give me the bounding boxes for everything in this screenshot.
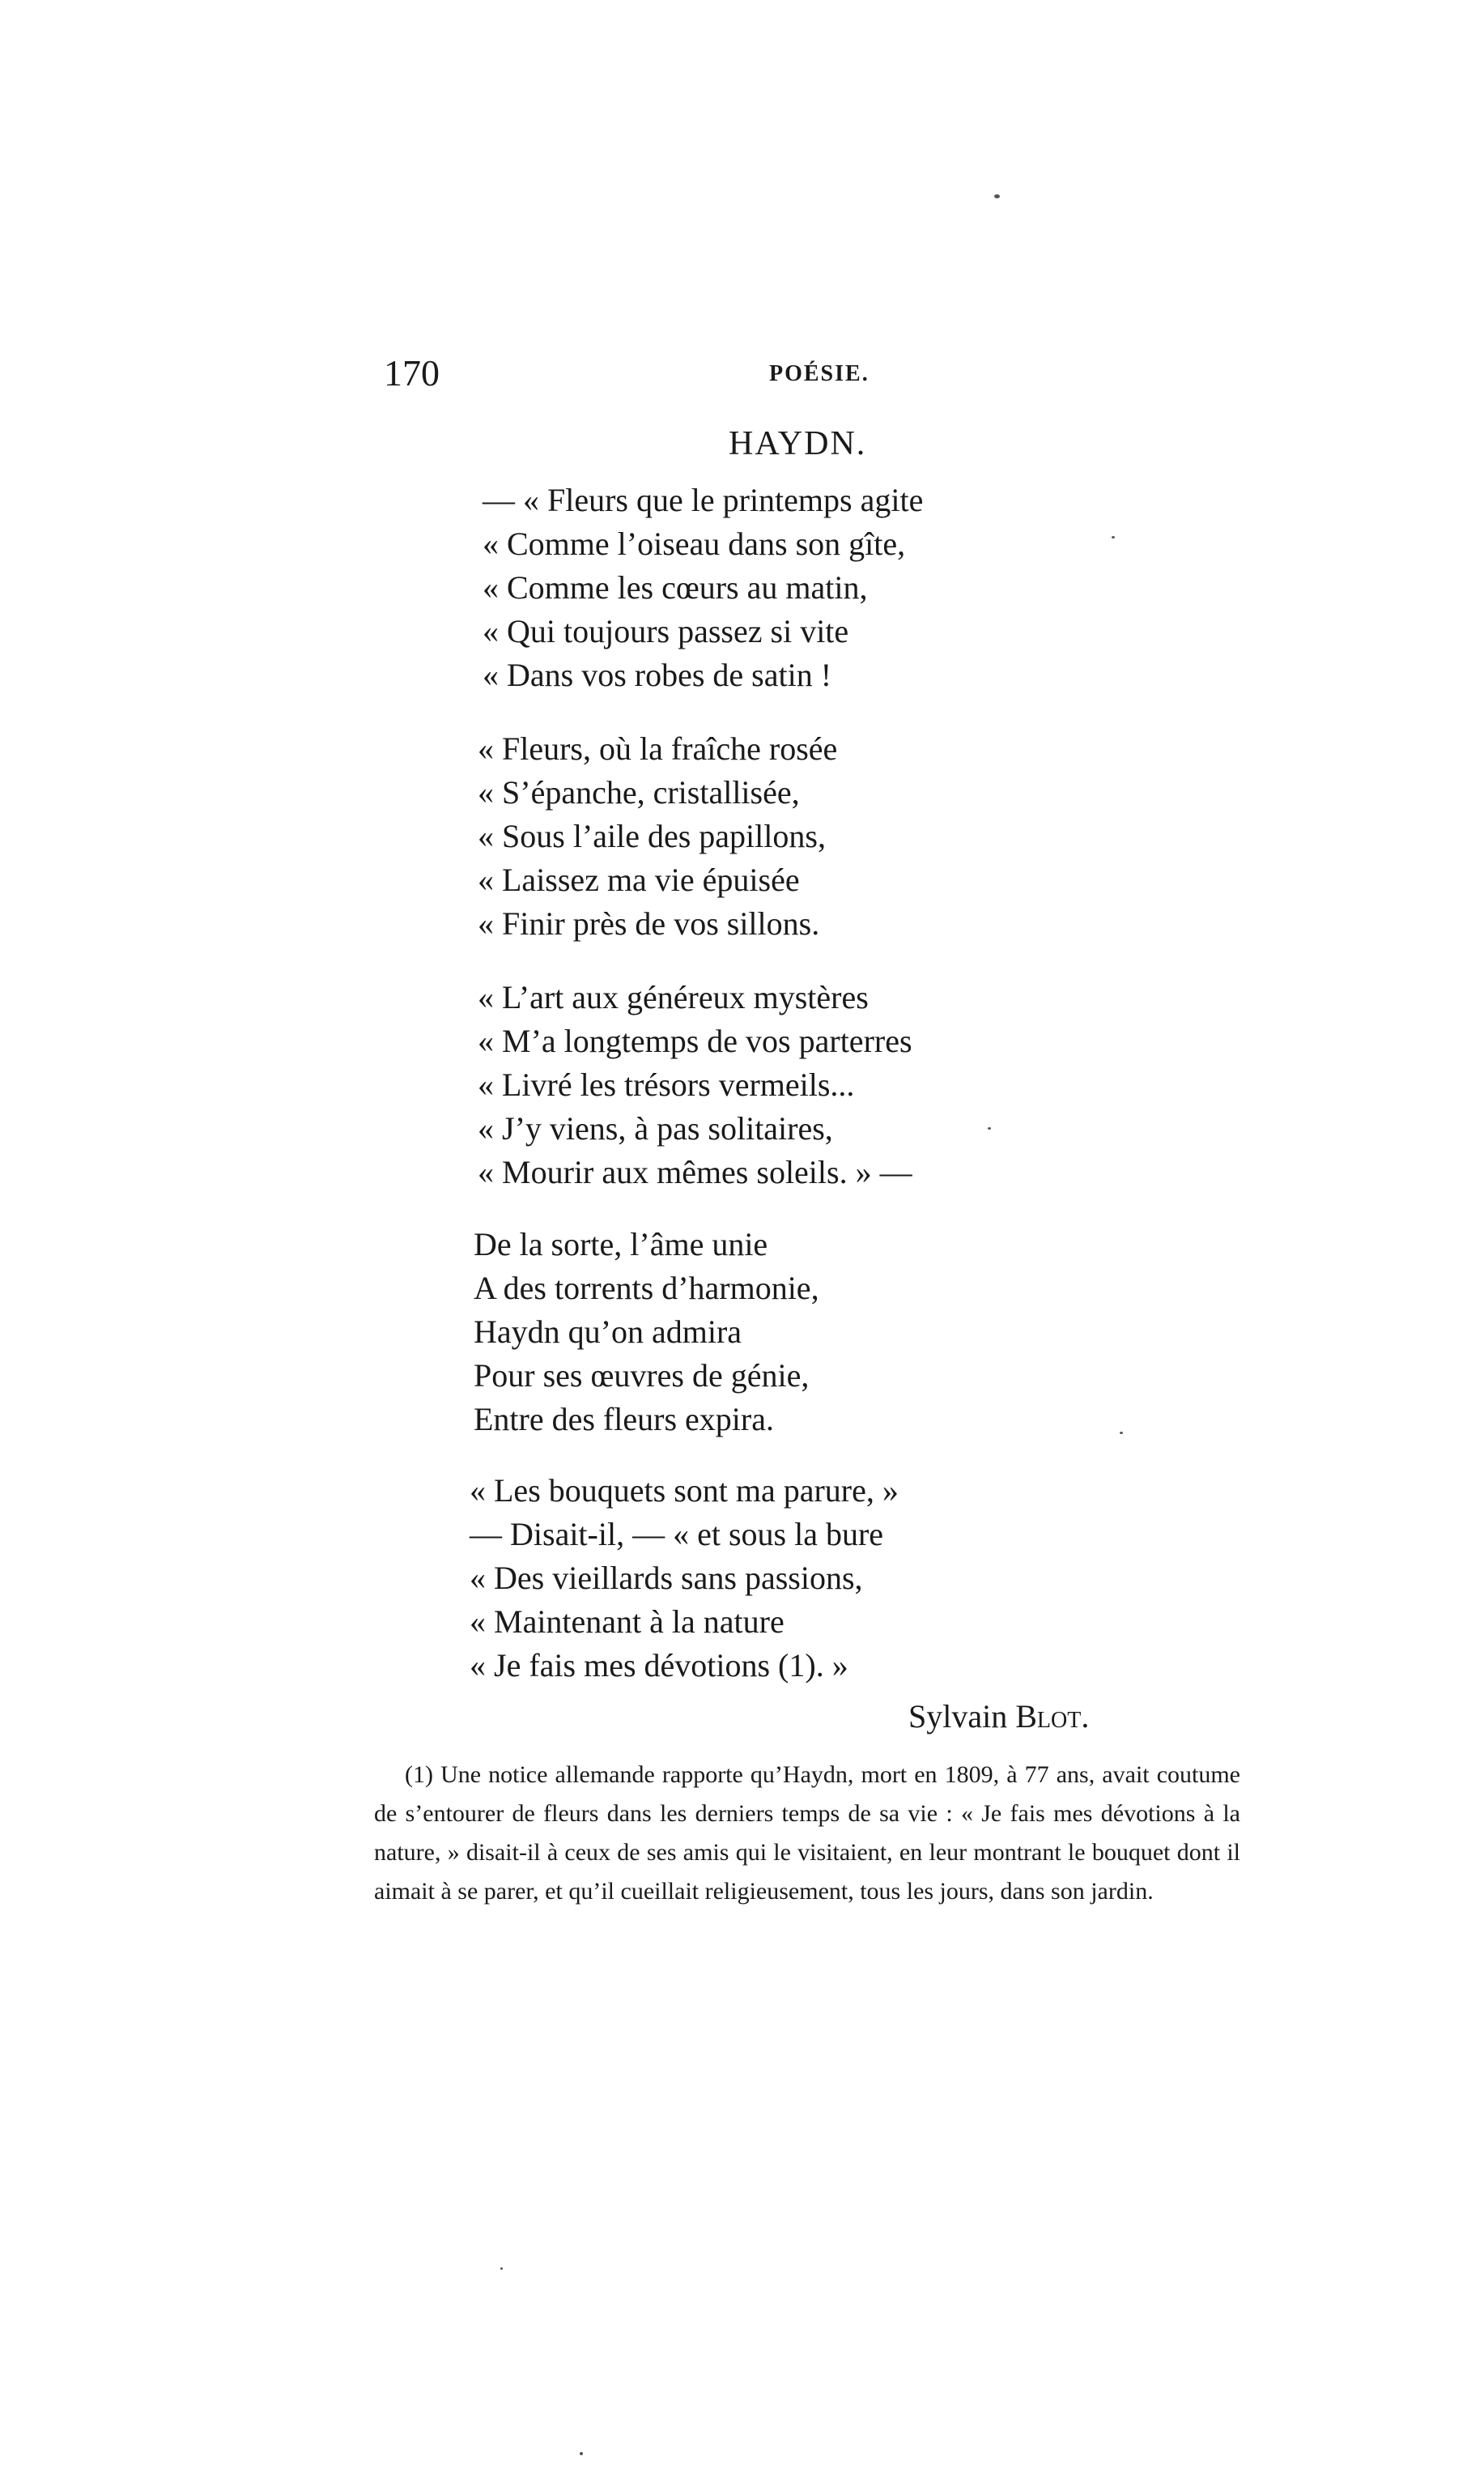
author-first-name: Sylvain	[908, 1698, 1008, 1735]
footnote	[374, 1756, 1240, 1911]
verse-line: « Finir près de vos sillons.	[478, 905, 820, 942]
stanza	[483, 479, 923, 697]
verse-line: Haydn qu’on admira	[474, 1313, 742, 1350]
page-number: 170	[384, 352, 440, 394]
running-head: POÉSIE.	[769, 361, 870, 386]
author-last-name: Blot.	[1015, 1698, 1090, 1735]
author-signature	[908, 1698, 1090, 1735]
paper-speck	[1120, 1432, 1123, 1434]
paper-speck	[988, 1127, 991, 1130]
verse-line: Entre des fleurs expira.	[474, 1401, 774, 1437]
verse-line: « L’art aux généreux mystères	[478, 979, 869, 1015]
stanza	[470, 1469, 899, 1688]
verse-line: — « Fleurs que le printemps agite	[483, 482, 924, 518]
verse-line: « Je fais mes dévotions (1). »	[470, 1647, 848, 1684]
verse-line: — Disait-il, — « et sous la bure	[470, 1516, 884, 1552]
verse-line: « M’a longtemps de vos parterres	[478, 1023, 912, 1059]
verse-line: « Qui toujours passez si vite	[483, 613, 849, 649]
footnote-text: (1) Une notice allemande rapporte qu’Haydn, mort en 1809, à 77 ans, avait coutume de s’entourer de fleurs dans les derniers temps de sa vie : « Je fais mes dévotions à la nature, » disait-il à ceux de ses amis qui le visitaient, en leur montrant le bouquet dont il aimait à se parer, et qu’il cueillait religieusement, tous les jours, dans son jardin.	[374, 1761, 1240, 1905]
verse-line: « J’y viens, à pas solitaires,	[478, 1110, 833, 1147]
verse-line: « Les bouquets sont ma parure, »	[470, 1472, 899, 1509]
verse-line: « Maintenant à la nature	[470, 1603, 785, 1640]
verse-line: De la sorte, l’âme unie	[474, 1226, 768, 1262]
verse-line: « Comme les cœurs au matin,	[483, 569, 868, 606]
stanza	[474, 1223, 819, 1441]
verse-line: « Sous l’aile des papillons,	[478, 818, 826, 854]
verse-line: « S’épanche, cristallisée,	[478, 774, 800, 811]
verse-line: « Des vieillards sans passions,	[470, 1560, 863, 1596]
poem-title: HAYDN.	[729, 425, 867, 462]
verse-line: « Mourir aux mêmes soleils. » —	[478, 1154, 912, 1190]
paper-speck	[1112, 536, 1115, 538]
paper-speck	[500, 2267, 503, 2270]
paper-speck	[580, 2452, 583, 2455]
verse-line: « Laissez ma vie épuisée	[478, 862, 800, 898]
verse-line: Pour ses œuvres de génie,	[474, 1357, 810, 1394]
verse-line: « Dans vos robes de satin !	[483, 657, 832, 693]
verse-line: « Fleurs, où la fraîche rosée	[478, 730, 838, 767]
paper-speck	[994, 194, 1000, 198]
verse-line: A des torrents d’harmonie,	[474, 1270, 819, 1306]
stanza	[478, 976, 912, 1194]
stanza	[478, 727, 837, 946]
verse-line: « Livré les trésors vermeils...	[478, 1066, 855, 1103]
verse-line: « Comme l’oiseau dans son gîte,	[483, 526, 906, 562]
